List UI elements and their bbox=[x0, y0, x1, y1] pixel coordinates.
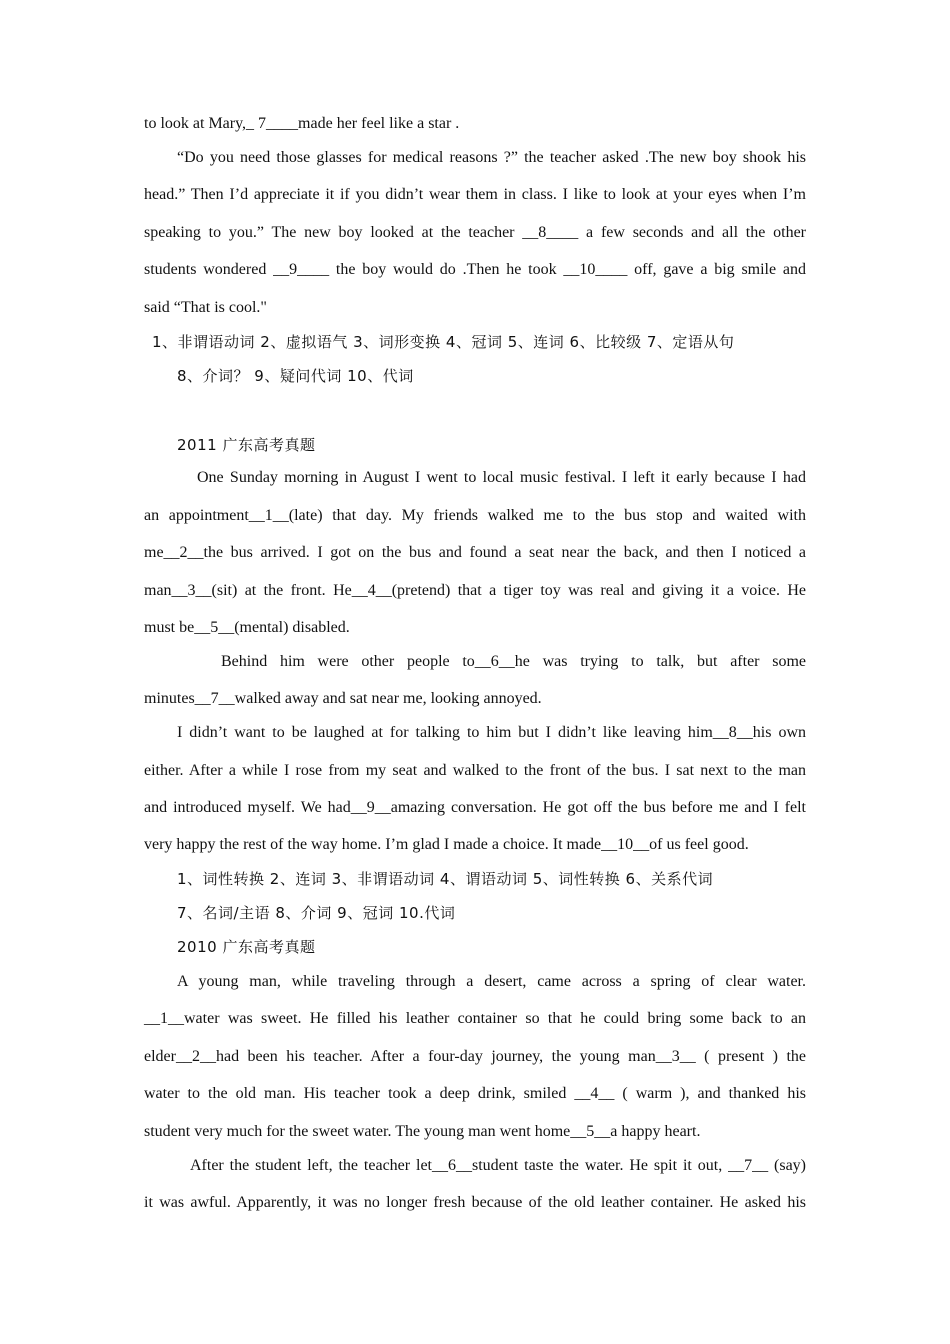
text-line: and introduced myself. We had__9__amazing conversation. He got off the bus before me and I felt bbox=[144, 799, 806, 816]
text-line: speaking to you.” The new boy looked at the teacher __8____ a few seconds and all the other bbox=[144, 224, 806, 241]
answer-key-line: 7、名词/主语 8、介词 9、冠词 10.代词 bbox=[177, 904, 456, 922]
text-line: an appointment__1__(late) that day. My friends walked me to the bus stop and waited with bbox=[144, 507, 806, 524]
text-line: student very much for the sweet water. The young man went home__5__a happy heart. bbox=[144, 1123, 701, 1140]
text-line: A young man, while traveling through a desert, came across a spring of clear water. bbox=[177, 973, 806, 990]
text-line: man__3__(sit) at the front. He__4__(pretend) that a tiger toy was real and giving it a voice. He bbox=[144, 582, 806, 599]
text-line: One Sunday morning in August I went to local music festival. I left it early because I had bbox=[197, 469, 806, 486]
text-line: students wondered __9____ the boy would do .Then he took __10____ off, gave a big smile and bbox=[144, 261, 806, 278]
text-line: After the student left, the teacher let__6__student taste the water. He spit it out, __7__ (say) bbox=[190, 1157, 806, 1174]
text-line: elder__2__had been his teacher. After a four-day journey, the young man__3__ ( present ) the bbox=[144, 1048, 806, 1065]
text-line: “Do you need those glasses for medical reasons ?” the teacher asked .The new boy shook his bbox=[177, 149, 806, 166]
text-line: minutes__7__walked away and sat near me, looking annoyed. bbox=[144, 690, 542, 707]
answer-key-line: 1、词性转换 2、连词 3、非谓语动词 4、谓语动词 5、词性转换 6、关系代词 bbox=[177, 870, 714, 888]
text-line: said “That is cool." bbox=[144, 299, 267, 316]
text-line: __1__water was sweet. He filled his leather container so that he could bring some back to an bbox=[144, 1010, 806, 1027]
text-line: must be__5__(mental) disabled. bbox=[144, 619, 350, 636]
text-line: it was awful. Apparently, it was no longer fresh because of the old leather container. He asked his bbox=[144, 1194, 806, 1211]
text-line: to look at Mary,_ 7____made her feel like a star . bbox=[144, 115, 460, 132]
text-line: head.” Then I’d appreciate it if you didn’t wear them in class. I like to look at your eyes when I’m bbox=[144, 186, 806, 203]
section-heading: 2011 广东高考真题 bbox=[177, 436, 316, 454]
section-heading: 2010 广东高考真题 bbox=[177, 938, 316, 956]
text-line: water to the old man. His teacher took a deep drink, smiled __4__ ( warm ), and thanked his bbox=[144, 1085, 806, 1102]
text-line: very happy the rest of the way home. I’m glad I made a choice. It made__10__of us feel good. bbox=[144, 836, 749, 853]
text-line: either. After a while I rose from my seat and walked to the front of the bus. I sat next to the man bbox=[144, 762, 806, 779]
answer-key-line: 8、介词？ 9、疑问代词 10、代词 bbox=[177, 367, 414, 385]
answer-key-line: 1、非谓语动词 2、虚拟语气 3、词形变换 4、冠词 5、连词 6、比较级 7、定语从句 bbox=[152, 333, 735, 351]
text-line: Behind him were other people to__6__he was trying to talk, but after some bbox=[221, 653, 806, 670]
text-line: me__2__the bus arrived. I got on the bus and found a seat near the back, and then I noticed a bbox=[144, 544, 806, 561]
text-line: I didn’t want to be laughed at for talking to him but I didn’t like leaving him__8__his own bbox=[177, 724, 806, 741]
